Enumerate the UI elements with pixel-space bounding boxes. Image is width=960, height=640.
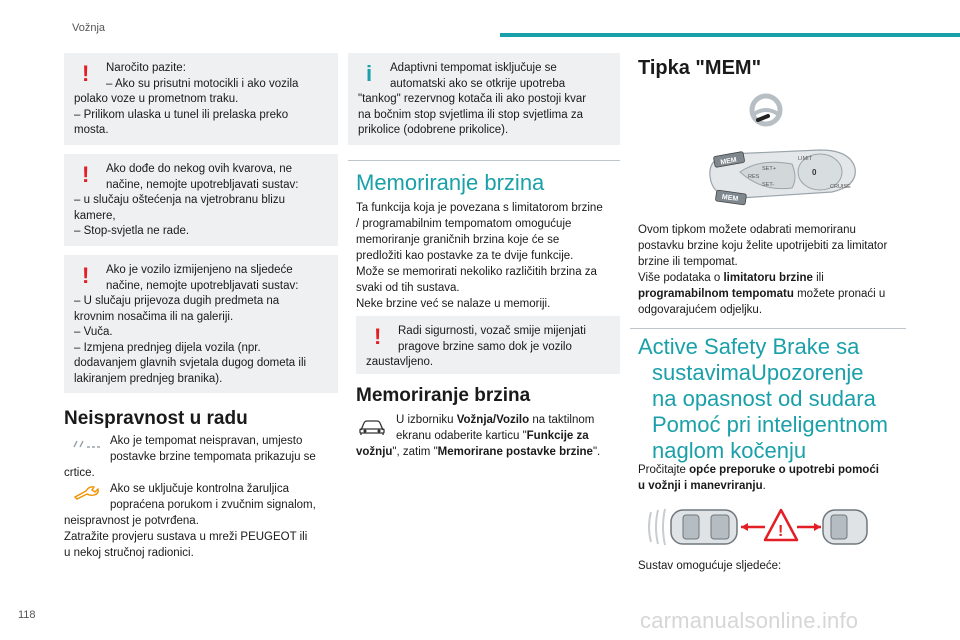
stalk-label: LIMIT <box>798 156 813 162</box>
box-line: krovnim nosačima ili na galeriji. <box>74 310 234 323</box>
box-line: dodavanjem glavnih svjetala dugog dometa ili <box>74 357 307 369</box>
box-line: – Izmjena prednjeg dijela vozila (npr. <box>74 341 261 354</box>
section-title-malfunction: Neispravnost u radu <box>64 408 248 429</box>
collision-warning-illustration <box>645 504 870 550</box>
system-enables-text: Sustav omogućuje sljedeće: <box>638 560 782 572</box>
section-title-speed-memorisation: Memoriranje brzina <box>356 170 545 195</box>
title-line: Active Safety Brake sa <box>638 334 860 359</box>
box-line: Ako dođe do nekog ovih kvarova, ne <box>106 163 293 175</box>
stalk-label: RES <box>748 174 760 180</box>
warning-exclamation-icon: ! <box>82 162 90 187</box>
stalk-label: 0 <box>812 168 817 177</box>
text-line: brzine ili tempomat. <box>638 256 738 268</box>
stalk-label: MEM <box>721 193 739 203</box>
running-header: Vožnja <box>72 22 106 34</box>
text-line: / programabilnim tempomatom omogućuje <box>356 218 572 230</box>
text-line: postavku brzine koju želite upotrijebiti za limitator <box>638 240 888 252</box>
box-line: – Ako su prisutni motocikli i ako vozila <box>106 77 299 90</box>
text-line: crtice. <box>64 467 95 479</box>
warning-exclamation-icon: ! <box>374 324 382 349</box>
text-line: Zatražite provjeru sustava u mreži PEUGEOT ili <box>64 531 308 543</box>
box-line: kamere, <box>74 209 116 222</box>
page-number: 118 <box>18 609 36 621</box>
text-line: popraćena porukom i zvučnim signalom, <box>110 499 316 511</box>
warning-box-safety <box>356 316 620 374</box>
box-line: automatski ako se otkrije upotreba <box>390 77 566 90</box>
mem-button-text: Ovom tipkom možete odabrati memoriranu postavku brzine koju želite upotrijebiti za limitator brzine ili tempomat. Više podataka o limitatoru brzine ili programabilnom tempomatu možete pronaći u odgovarajućem odjeljku. <box>638 222 910 318</box>
text-line: Neke brzine već se nalaze u memoriji. <box>356 298 551 310</box>
box-line: Naročito pazite: <box>106 62 186 74</box>
info-box-adaptive-cruise <box>348 53 620 145</box>
box-line: – U slučaju prijevoza dugih predmeta na <box>74 295 280 307</box>
warning-exclamation-icon: ! <box>82 263 90 288</box>
section-divider <box>630 328 906 329</box>
box-line: Adaptivni tempomat isključuje se <box>390 62 557 74</box>
section-divider <box>348 160 620 161</box>
malfunction-text <box>64 433 338 561</box>
box-line: načine, nemojte upotrebljavati sustav: <box>106 279 299 292</box>
warning-box-pay-attention <box>64 53 338 145</box>
watermark: carmanualsonline.info <box>640 608 859 633</box>
box-line: – Stop-svjetla ne rade. <box>74 225 190 237</box>
box-line: Radi sigurnosti, vozač smije mijenjati <box>398 325 586 337</box>
box-line: – Prilikom ulaska u tunel ili prelaska preko <box>74 108 289 121</box>
touchscreen-text: U izborniku Vožnja/Vozilo na taktilnom ekranu odaberite karticu "Funkcije za vožnju", zatim "Memorirane postavke brzine". <box>356 414 601 458</box>
text-line: predložiti kao postavke za te dvije funkcije. <box>356 250 574 262</box>
info-icon: i <box>366 61 373 86</box>
box-line: – Vuča. <box>74 326 113 338</box>
text-line: postavke brzine tempomata prikazuju se <box>110 451 316 463</box>
section-title-mem-button: Tipka "MEM" <box>638 57 762 79</box>
text-line: Ako je tempomat neispravan, umjesto <box>110 435 303 447</box>
box-line: lakiranjem prednjeg branika). <box>74 372 223 385</box>
svg-text:!: ! <box>778 523 784 540</box>
stalk-label: MEM <box>719 156 738 167</box>
text-line: Ovom tipkom možete odabrati memoriranu <box>638 224 856 236</box>
box-line: pragove brzine samo dok je vozilo <box>398 340 572 353</box>
section-title-storing-speeds: Memoriranje brzina <box>356 385 531 406</box>
box-line: polako voze u prometnom traku. <box>74 93 239 105</box>
text-line: odgovarajućem odjeljku. <box>638 304 763 316</box>
box-line: Ako je vozilo izmijenjeno na sljedeće <box>106 264 293 276</box>
box-line: "tankog" rezervnog kotača ili ako postoji kvar <box>358 93 587 105</box>
text-line: Ta funkcija koja je povezana s limitatorom brzine <box>356 202 603 214</box>
box-line: na bočnim stop svjetlima ili stop svjetlima za <box>358 108 583 121</box>
box-line: mosta. <box>74 124 109 136</box>
title-line: na opasnost od sudara <box>652 386 876 411</box>
stalk-label: CRUISE <box>830 184 851 190</box>
box-line: – u slučaju oštećenja na vjetrobranu blizu <box>74 194 285 206</box>
box-line: načine, nemojte upotrebljavati sustav: <box>106 178 299 191</box>
text-line: memoriranje graničnih brzina koje će se <box>356 234 560 246</box>
text-line: Može se memorirati nekoliko različitih brzina za <box>356 266 597 278</box>
box-line: prikolice (odobrene prikolice). <box>358 124 509 136</box>
text-line: svaki od tih sustava. <box>356 282 460 294</box>
read-recommendations-text: Pročitajte opće preporuke o upotrebi pomoći u vožnji i manevriranju. <box>638 464 879 492</box>
header-accent-bar <box>500 33 960 37</box>
text-line: neispravnost je potvrđena. <box>64 515 199 527</box>
text-line: u nekoj stručnoj radionici. <box>64 547 194 559</box>
speed-memorisation-text <box>356 200 620 312</box>
warning-box-faults <box>64 154 338 246</box>
section-title-active-safety-brake <box>638 334 910 464</box>
steering-wheel-stalk-illustration <box>700 88 870 218</box>
stalk-label: SET- <box>762 182 775 188</box>
title-line: naglom kočenju <box>652 438 807 463</box>
stalk-label: SET+ <box>762 166 776 172</box>
box-line: zaustavljeno. <box>366 356 434 368</box>
warning-box-modifications <box>64 255 338 393</box>
title-line: Pomoć pri inteligentnom <box>652 412 889 437</box>
warning-exclamation-icon: ! <box>82 61 90 86</box>
title-line: sustavimaUpozorenje <box>652 360 864 385</box>
text-line: Ako se uključuje kontrolna žaruljica <box>110 483 289 495</box>
